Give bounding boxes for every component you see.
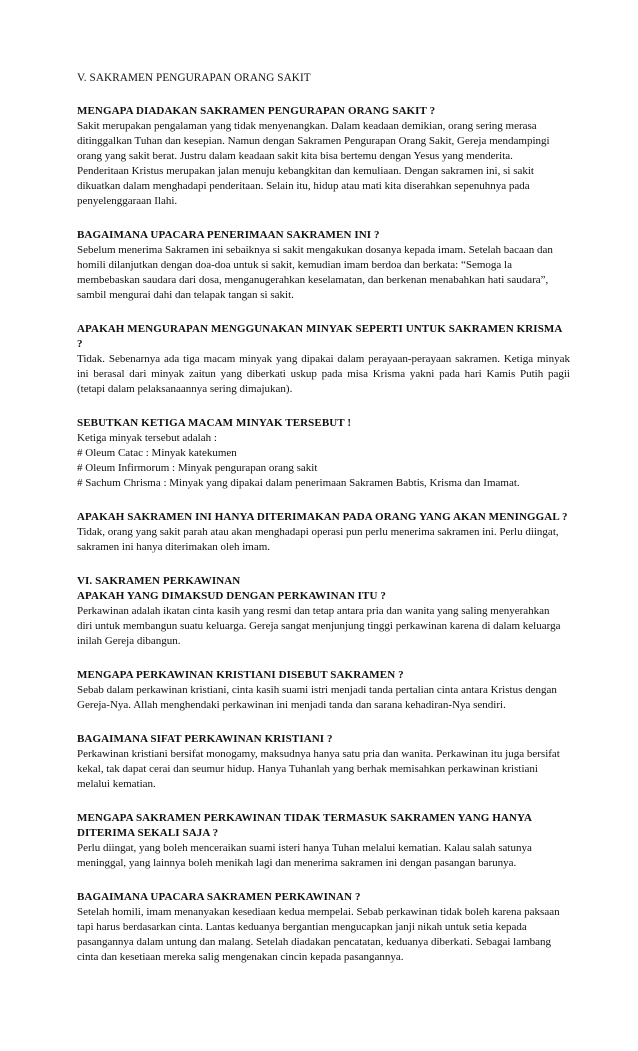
qa-block — [77, 811, 570, 871]
answer-line: Gereja-Nya. Allah menghendaki perkawinan ini menjadi tanda dan sarana kehadiran-Nya sendiri. — [77, 699, 506, 711]
answer-line: Sakit merupakan pengalaman yang tidak menyenangkan. Dalam keadaan demikian, orang sering merasa — [77, 120, 537, 132]
answer-line: tapi harus berdasarkan cinta. Lantas keduanya bergantian mengucapkan janji nikah untuk setia kepada — [77, 921, 527, 933]
qa-block — [77, 589, 570, 649]
answer-text — [77, 683, 570, 713]
question-heading: APAKAH YANG DIMAKSUD DENGAN PERKAWINAN ITU ? — [77, 590, 386, 602]
section-heading: VI. SAKRAMEN PERKAWINAN — [77, 575, 241, 587]
answer-line: Sebab dalam perkawinan kristiani, cinta kasih suami istri menjadi tanda pertalian cinta antara Kristus dengan — [77, 684, 557, 696]
answer-line: Ketiga minyak tersebut adalah : — [77, 432, 217, 444]
answer-line: Perlu diingat, yang boleh menceraikan suami isteri hanya Tuhan melalui kematian. Kalau salah satunya — [77, 842, 532, 854]
answer-line: # Oleum Catac : Minyak katekumen — [77, 447, 237, 459]
answer-line: dikuatkan dalam menghadapi penderitaan. Selain itu, hidup atau mati kita diserahkan sepenuhnya pada — [77, 180, 530, 192]
answer-line: sambil mengurai dahi dan telapak tangan si sakit. — [77, 289, 294, 301]
question-heading: APAKAH SAKRAMEN INI HANYA DITERIMAKAN PADA ORANG YANG AKAN MENINGGAL ? — [77, 511, 568, 523]
qa-block — [77, 510, 570, 555]
question-heading: APAKAH MENGURAPAN MENGGUNAKAN MINYAK SEPERTI UNTUK SAKRAMEN KRISMA ? — [77, 323, 562, 350]
answer-line: cinta dan kesetiaan mereka salig mengenakan cincin kepada pasangannya. — [77, 951, 404, 963]
answer-line: penyelenggaraan Ilahi. — [77, 195, 178, 207]
answer-line: homili dilanjutkan dengan doa-doa untuk si sakit, kemudian imam berdoa dan berkata: “Semoga la — [77, 259, 512, 271]
answer-line: Tidak. Sebenarnya ada tiga macam minyak yang dipakai dalam perayaan-perayaan sakramen. Ketiga minyak — [77, 353, 570, 365]
qa-block — [77, 228, 570, 303]
answer-line: ini berasal dari minyak zaitun yang diberkati uskup pada misa Krisma yakni pada hari Kamis Putih pagii — [77, 368, 570, 380]
qa-block — [77, 890, 570, 965]
question-heading: DITERIMA SEKALI SAJA ? — [77, 827, 219, 839]
answer-text — [77, 747, 570, 792]
chapter-title: V. SAKRAMEN PENGURAPAN ORANG SAKIT — [77, 72, 311, 84]
answer-line: Perkawinan kristiani bersifat monogamy, maksudnya hanya satu pria dan wanita. Perkawinan itu juga bersifat — [77, 748, 560, 760]
qa-block — [77, 668, 570, 713]
qa-block — [77, 416, 570, 491]
answer-text — [77, 352, 570, 397]
answer-text — [77, 119, 570, 209]
answer-line: ditinggalkan Tuhan dan kesepian. Namun dengan Sakramen Pengurapan Orang Sakit, Gereja mendampingi — [77, 135, 550, 147]
answer-text — [77, 525, 570, 555]
question-heading: BAGAIMANA SIFAT PERKAWINAN KRISTIANI ? — [77, 733, 333, 745]
qa-block — [77, 322, 570, 397]
answer-line: inilah Gereja dibangun. — [77, 635, 181, 647]
qa-block — [77, 732, 570, 792]
answer-line: melalui kematian. — [77, 778, 156, 790]
answer-text — [77, 431, 570, 491]
answer-line: Penderitaan Kristus merupakan jalan menuju kebangkitan dan kemuliaan. Dengan sakramen ini, si sakit — [77, 165, 534, 177]
answer-line: Perkawinan adalah ikatan cinta kasih yang resmi dan tetap antara pria dan wanita yang saling menyerahkan — [77, 605, 550, 617]
answer-line: orang yang sakit berat. Justru dalam keadaan sakit kita bisa bertemu dengan Yesus yang menderita. — [77, 150, 513, 162]
document-body — [77, 104, 570, 965]
answer-line: kekal, tak dapat cerai dan seumur hidup. Hanya Tuhanlah yang berhak memisahkan perkawinan kristiani — [77, 763, 538, 775]
question-heading: MENGAPA SAKRAMEN PERKAWINAN TIDAK TERMASUK SAKRAMEN YANG HANYA — [77, 812, 533, 824]
answer-line: meninggal, yang lainnya boleh menikah lagi dan menerima sakramen ini dengan pasangan barunya. — [77, 857, 517, 869]
answer-line: pasangannya dalam untung dan malang. Setelah diadakan pencatatan, keduanya diberkati. Sebagai lambang — [77, 936, 552, 948]
answer-text — [77, 243, 570, 303]
answer-text — [77, 604, 570, 649]
answer-line: (tetapi dalam pelaksanaannya sering dimajukan). — [77, 383, 293, 395]
answer-line: # Oleum Infirmorum : Minyak pengurapan orang sakit — [77, 462, 318, 474]
answer-line: Tidak, orang yang sakit parah atau akan menghadapi operasi pun perlu menerima sakramen ini. Perlu diingat, — [77, 526, 559, 538]
answer-line: sakramen ini hanya diterimakan oleh imam. — [77, 541, 271, 553]
answer-text — [77, 841, 570, 871]
question-heading: BAGAIMANA UPACARA PENERIMAAN SAKRAMEN INI ? — [77, 229, 380, 241]
answer-line: # Sachum Chrisma : Minyak yang dipakai dalam penerimaan Sakramen Babtis, Krisma dan Imamat. — [77, 477, 520, 489]
question-heading: SEBUTKAN KETIGA MACAM MINYAK TERSEBUT ! — [77, 417, 352, 429]
answer-line: Sebelum menerima Sakramen ini sebaiknya si sakit mengakukan dosanya kepada imam. Setelah bacaan dan — [77, 244, 553, 256]
answer-line: Setelah homili, imam menanyakan kesediaan kedua mempelai. Sebab perkawinan tidak boleh karena paksaan — [77, 906, 560, 918]
answer-line: membebaskan saudara dari dosa, menganugerahkan keselamatan, dan berkenan menabahkan hati saudara”, — [77, 274, 549, 286]
question-heading: BAGAIMANA UPACARA SAKRAMEN PERKAWINAN ? — [77, 891, 361, 903]
answer-text — [77, 905, 570, 965]
answer-line: diri untuk membangun suatu keluarga. Gereja sangat menjunjung tinggi perkawinan karena di dalam keluarga — [77, 620, 561, 632]
question-heading: MENGAPA DIADAKAN SAKRAMEN PENGURAPAN ORANG SAKIT ? — [77, 105, 436, 117]
qa-block — [77, 104, 570, 209]
question-heading: MENGAPA PERKAWINAN KRISTIANI DISEBUT SAKRAMEN ? — [77, 669, 404, 681]
